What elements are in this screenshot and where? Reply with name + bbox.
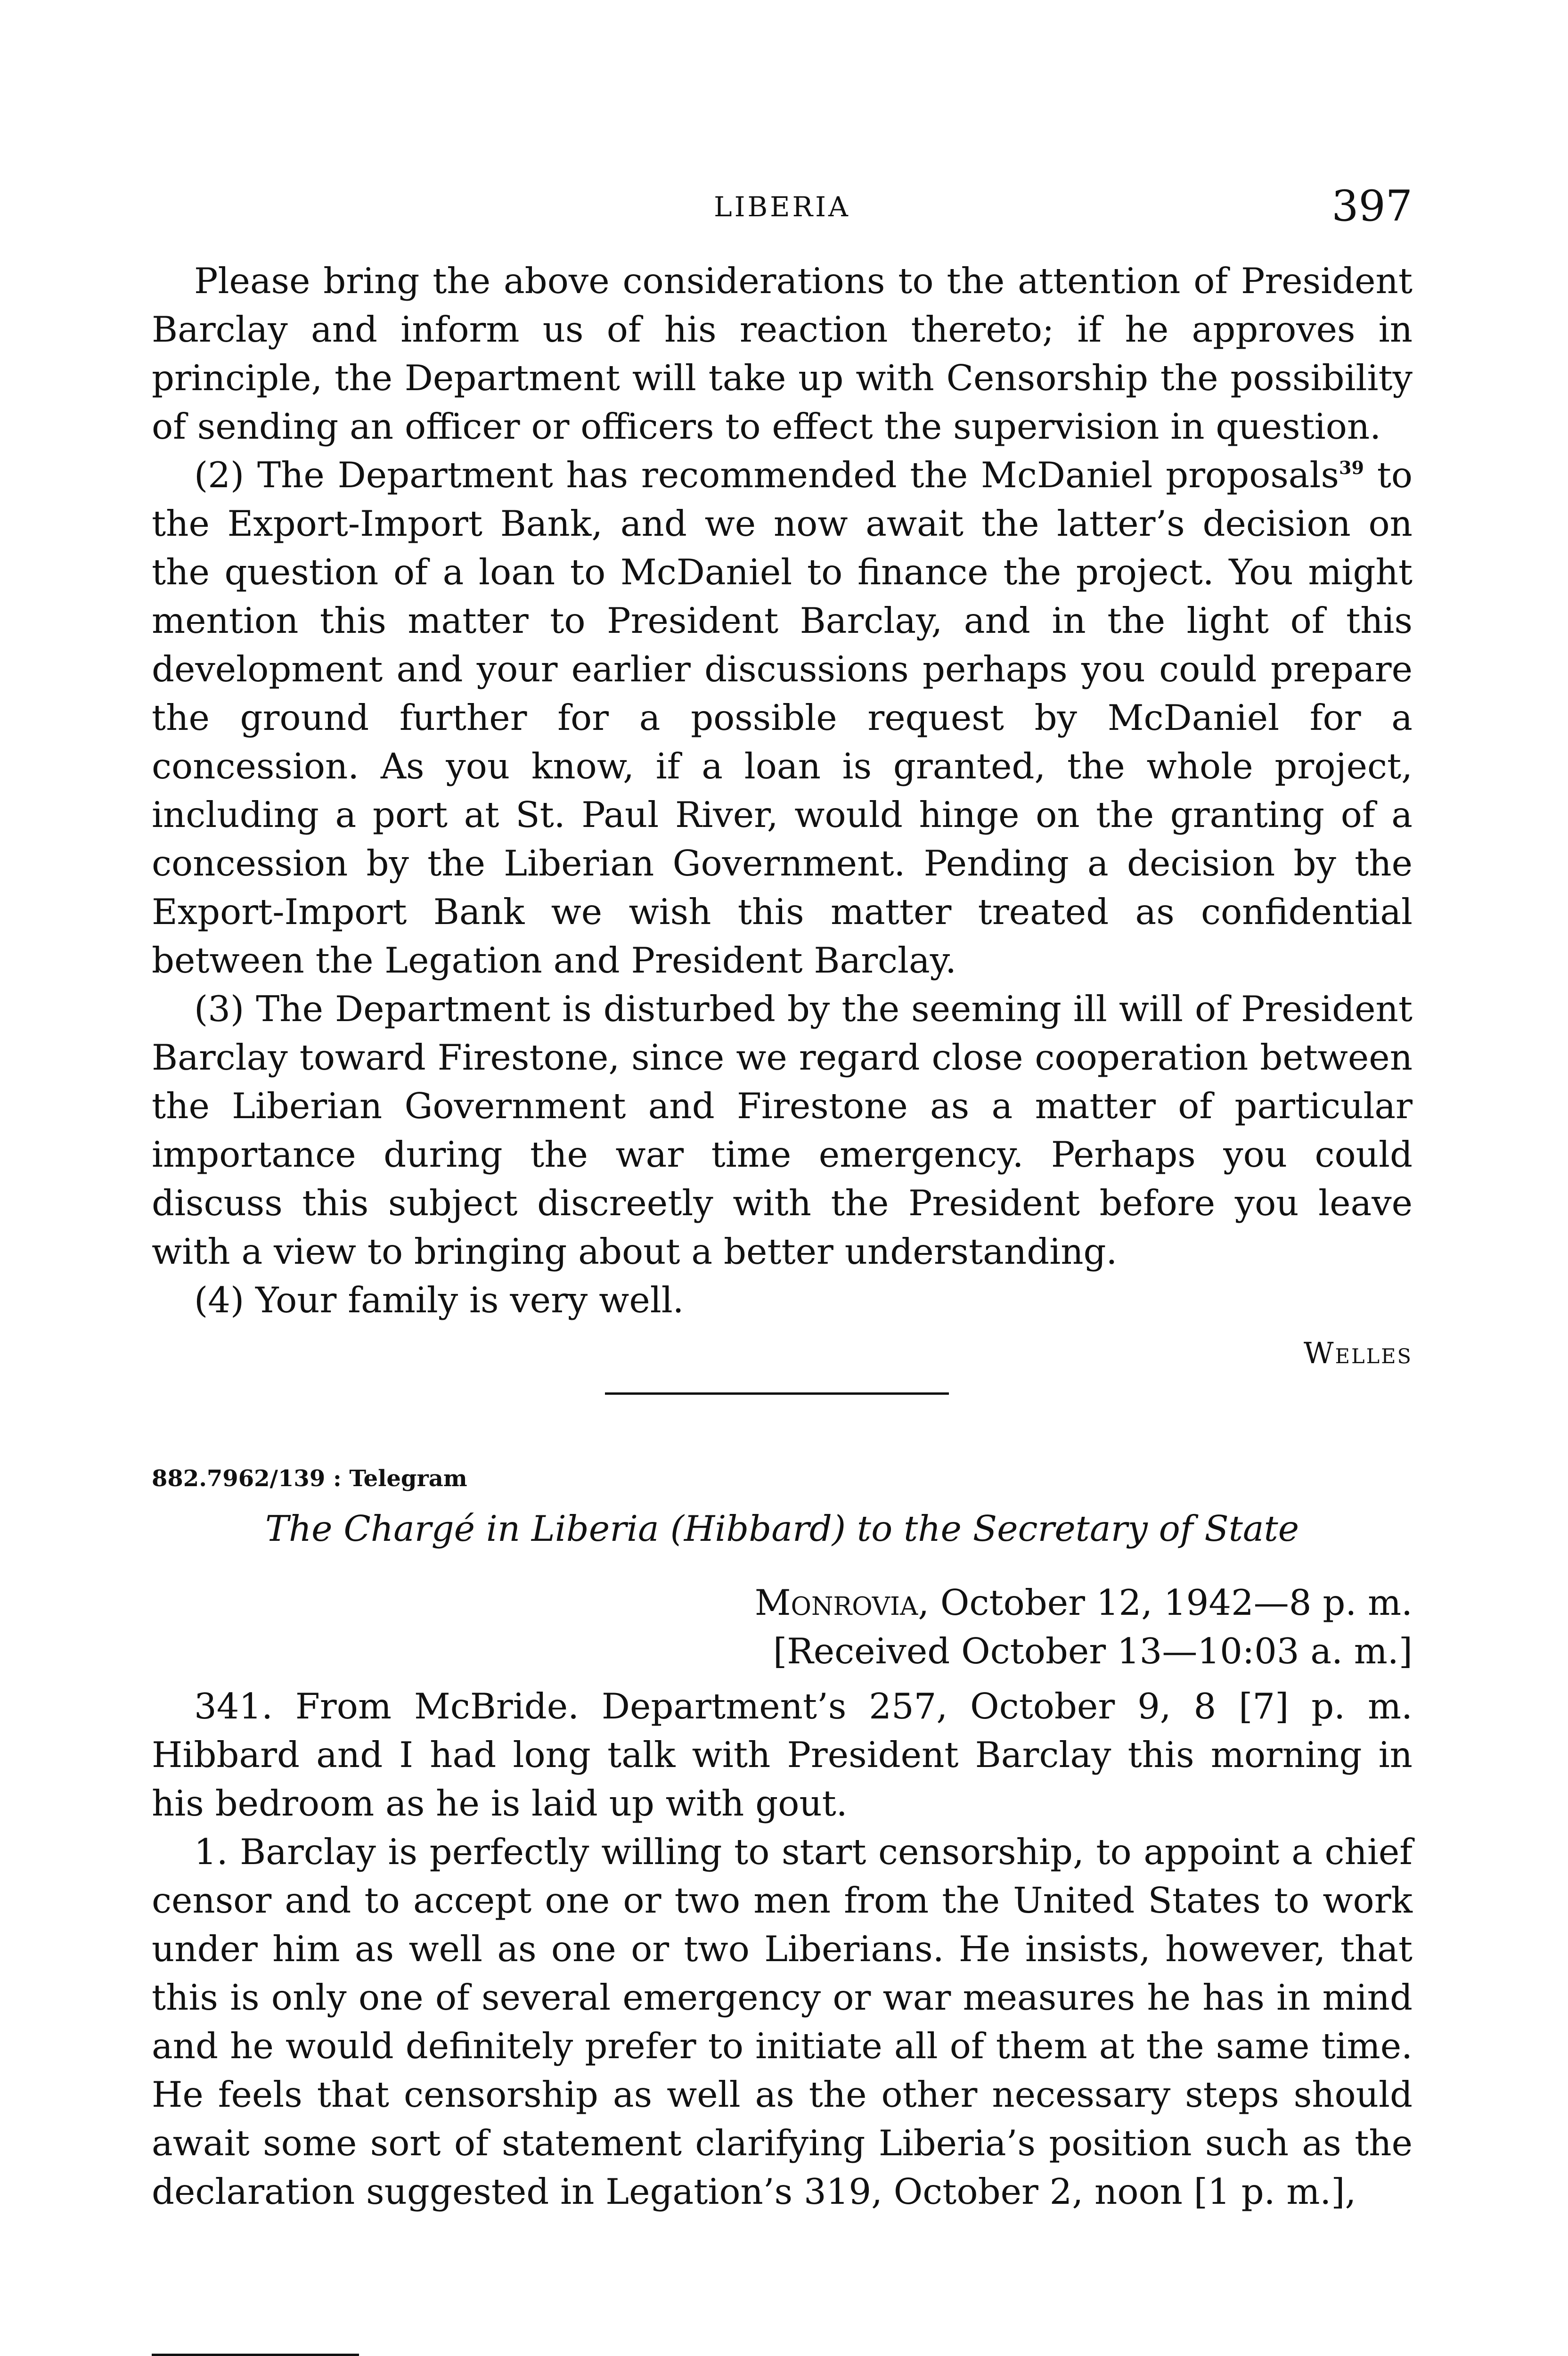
dateline (755, 1579, 1413, 1627)
footnote-rule (152, 2354, 359, 2356)
document-title: The Chargé in Liberia (Hibbard) to the Secretary of State (265, 1508, 1299, 1549)
signature: Welles (1303, 1336, 1413, 1370)
paragraph-text: (2) The Department has recommended the McDaniel proposals (194, 454, 1339, 496)
letter-paragraph (152, 451, 1413, 985)
footnote-reference: 39 (1339, 457, 1364, 478)
running-head: LIBERIA (714, 191, 850, 223)
dateline-date: October 12, 1942—8 p. m. (929, 1582, 1413, 1623)
telegram-paragraph: 341. From McBride. Department’s 257, October 9, 8 [7] p. m. Hibbard and I had long talk with President Barclay this morning in his bedroom as he is laid up with gout. (152, 1685, 1413, 1824)
letter-paragraph: (3) The Department is disturbed by the seeming ill will of President Barclay toward Firestone, since we regard close cooperation between the Liberian Government and Firestone as a matter of particular importance during the war time emergency. Perhaps you could discuss this subject discreetly with the President before you leave with a view to bringing about a better understanding. (152, 988, 1413, 1272)
letter-paragraph: (4) Your family is very well. (194, 1279, 684, 1321)
page-header (152, 181, 1413, 229)
telegram-paragraph: 1. Barclay is perfectly willing to start censorship, to appoint a chief censor and to accept one or two men from the United States to work under him as well as one or two Liberians. He insists, however, that this is only one of several emergency or war measures he has in mind and he would definitely prefer to initiate all of them at the same time. He feels that censorship as well as the other necessary steps should await some sort of statement clarifying Liberia’s position such as the declaration suggested in Legation’s 319, October 2, noon [1 p. m.], (152, 1831, 1413, 2212)
received-line: [Received October 13—10:03 a. m.] (773, 1630, 1413, 1672)
document-reference: 882.7962/139 : Telegram (152, 1465, 467, 1492)
letter-paragraph: Please bring the above considerations to the attention of President Barclay and inform us of his reaction thereto; if he approves in principle, the Department will take up with Censorship the possibility of sending an officer or officers to effect the supervision in question. (152, 260, 1413, 447)
telegram-body (152, 1682, 1413, 2216)
page-number: 397 (1331, 181, 1413, 231)
letter-body (152, 257, 1413, 1325)
dateline-place: Monrovia, (754, 1582, 930, 1623)
section-divider (605, 1392, 949, 1395)
paragraph-text: to the Export-Import Bank, and we now await the latter’s decision on the question of a loan to McDaniel to finance the project. You might mention this matter to President Barclay, and in the light of this development and your earlier discussions perhaps you could prepare the ground further for a possible request by McDaniel for a concession. As you know, if a loan is granted, the whole project, including a port at St. Paul River, would hinge on the granting of a concession by the Liberian Government. Pending a decision by the Export-Import Bank we wish this matter treated as confidential between the Legation and President Barclay. (152, 454, 1413, 981)
